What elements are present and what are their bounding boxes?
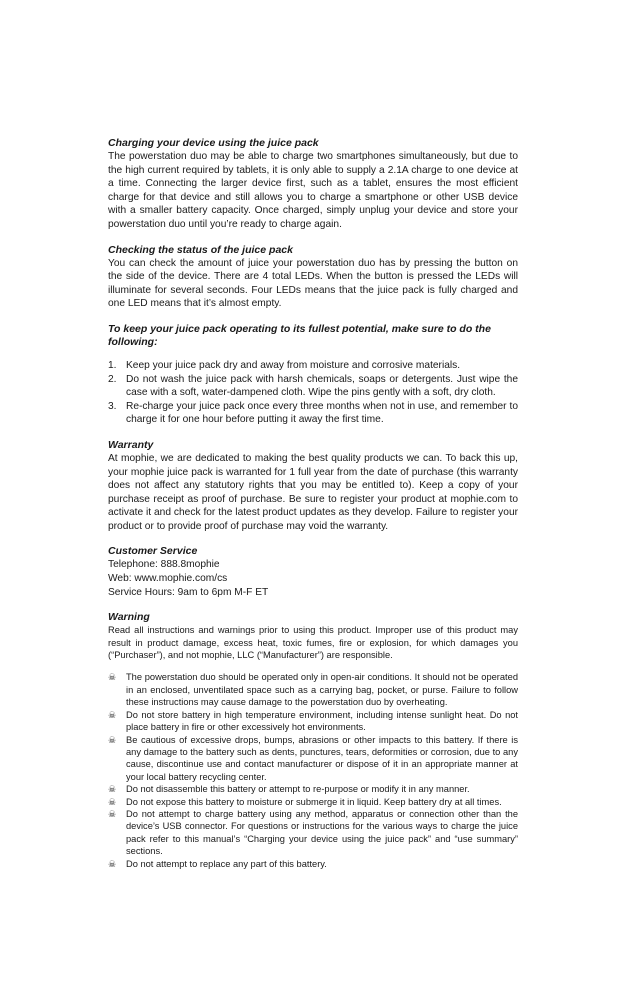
- heading-customer-service: Customer Service: [108, 545, 198, 558]
- skull-crossbones-icon: ☠: [108, 796, 117, 807]
- list-item: [108, 734, 518, 784]
- warning-list: [108, 671, 518, 870]
- care-list: [108, 359, 518, 427]
- list-item-number: 2.: [108, 373, 117, 385]
- list-item: [108, 400, 518, 427]
- list-item-text: Do not expose this battery to moisture or submerge it in liquid. Keep battery dry at all times.: [126, 796, 502, 807]
- list-item-number: 3.: [108, 400, 117, 412]
- list-item-text: Keep your juice pack dry and away from moisture and corrosive materials.: [126, 359, 461, 371]
- list-item: [108, 359, 518, 373]
- web-line: Web: www.mophie.com/cs: [108, 573, 228, 585]
- paragraph-warning: Read all instructions and warnings prior to using this product. Improper use of this product may result in product damage, excess heat, toxic fumes, fire or explosion, for which damages you (“Purchaser”), and not mophie, LLC (“Manufacturer”) are responsible.: [108, 625, 518, 661]
- list-item-text: Do not wash the juice pack with harsh chemicals, soaps or detergents. Just wipe the case with a soft, water-dampened cloth. Wipe the pins gently with a soft, dry cloth.: [126, 373, 518, 399]
- list-item-text: Do not store battery in high temperature environment, including intense sunlight heat. Do not place battery in fire or other excessively hot environments.: [126, 709, 518, 733]
- section-charging: [108, 137, 518, 232]
- telephone-line: Telephone: 888.8mophie: [108, 559, 220, 571]
- paragraph-status: You can check the amount of juice your powerstation duo has by pressing the button on the side of the device. There are 4 total LEDs. When the button is pressed the LEDs will illuminate for several seconds. Four LEDs means that the juice pack is fully charged and one LED means that it’s almost empty.: [108, 257, 518, 310]
- document-page: [108, 137, 518, 882]
- paragraph-charging: The powerstation duo may be able to charge two smartphones simultaneously, but due to the high current required by tablets, it is only able to supply a 2.1A charge to one device at a time. Connecting the larger device first, such as a tablet, ensures the most efficient charge for that device and still allows you to charge a smartphone or other USB device with a smaller battery capacity. Once charged, simply unplug your device and store your powerstation duo until you’re ready to charge again.: [108, 151, 518, 230]
- section-care: [108, 323, 518, 427]
- paragraph-warranty: At mophie, we are dedicated to making the best quality products we can. To back this up, your mophie juice pack is warranted for 1 full year from the date of purchase (this warranty does not affect any statutory rights that you may be entitled to). Keep a copy of your purchase receipt as proof of purchase. Be sure to register your product at mophie.com to activate it and check for the latest product updates as they develop. Failure to register your product or to provide proof of purchase may void the warranty.: [108, 452, 518, 532]
- list-item-text: Do not disassemble this battery or attempt to re-purpose or modify it in any manner.: [126, 784, 470, 795]
- list-item-text: Re-charge your juice pack once every three months when not in use, and remember to charge it for one hour before putting it away the first time.: [126, 400, 518, 426]
- section-customer-service: [108, 545, 518, 599]
- list-item-text: Be cautious of excessive drops, bumps, abrasions or other impacts to this battery. If there is any damage to the battery such as dents, punctures, tears, deformities or corrosion, due to any cause, discontinue use and contact manufacturer or dispose of it in an appropriate manner at your local battery recycling center.: [126, 734, 518, 782]
- list-item: [108, 671, 518, 708]
- skull-crossbones-icon: ☠: [108, 672, 117, 683]
- skull-crossbones-icon: ☠: [108, 709, 117, 720]
- section-warning: [108, 611, 518, 870]
- list-item-text: Do not attempt to charge battery using any method, apparatus or connection other than the device’s USB connector. For questions or instructions for the various ways to charge the juice pack refer to this manual’s “Charging your device using the juice pack” and “use summary” sections.: [126, 808, 518, 857]
- skull-crossbones-icon: ☠: [108, 808, 117, 819]
- list-item: [108, 783, 518, 795]
- section-status: [108, 244, 518, 311]
- list-item: [108, 796, 518, 808]
- list-item-text: The powerstation duo should be operated only in open-air conditions. It should not be operated in an enclosed, unventilated space such as a carrying bag, pocket, or purse. Failure to follow these instructions may cause damage to the powerstation duo by overheating.: [126, 672, 518, 708]
- skull-crossbones-icon: ☠: [108, 784, 117, 795]
- skull-crossbones-icon: ☠: [108, 734, 117, 745]
- heading-warning: Warning: [108, 611, 150, 624]
- list-item-number: 1.: [108, 359, 117, 371]
- heading-status: Checking the status of the juice pack: [108, 243, 293, 256]
- heading-warranty: Warranty: [108, 438, 154, 451]
- list-item: [108, 858, 518, 870]
- heading-charging: Charging your device using the juice pack: [108, 137, 319, 149]
- heading-care: To keep your juice pack operating to its fullest potential, make sure to do the following:: [108, 322, 491, 348]
- section-warranty: [108, 439, 518, 534]
- list-item-text: Do not attempt to replace any part of this battery.: [126, 858, 327, 869]
- list-item: [108, 373, 518, 400]
- skull-crossbones-icon: ☠: [108, 858, 117, 869]
- service-hours-line: Service Hours: 9am to 6pm M-F ET: [108, 586, 269, 598]
- list-item: [108, 709, 518, 734]
- list-item: [108, 808, 518, 858]
